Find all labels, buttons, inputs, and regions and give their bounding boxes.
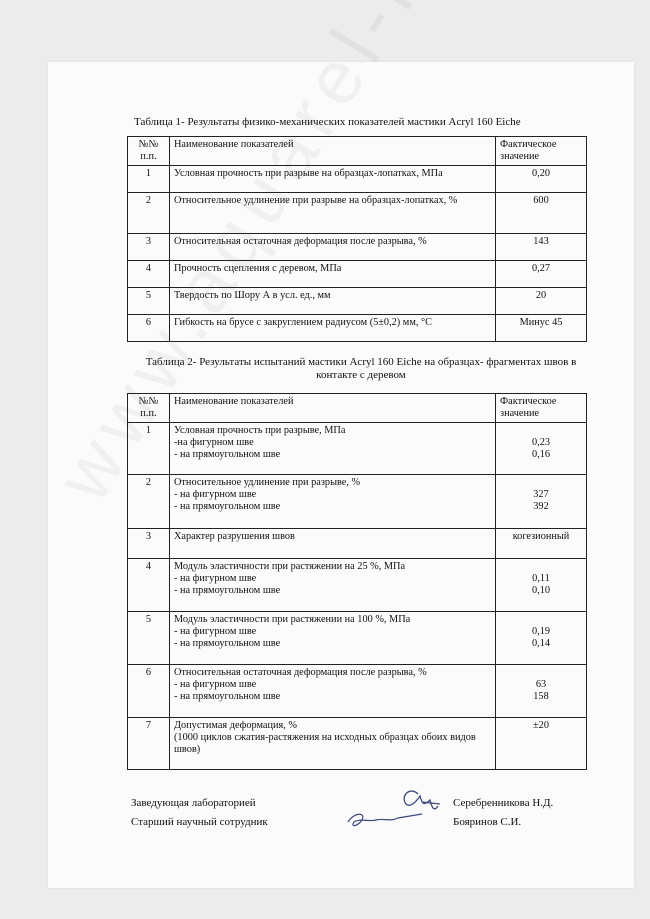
table1-row-name: Прочность сцепления с деревом, МПа: [170, 261, 496, 288]
table2-caption: Таблица 2- Результаты испытаний мастики Acryl 160 Eiche на образцах- фрагментах швов в контакте с деревом: [145, 356, 577, 381]
table2-row-value: 0,10: [531, 585, 551, 596]
table2-row-name: Условная прочность при разрыве, МПа: [174, 425, 346, 436]
table2-row: [128, 665, 587, 718]
table2-row: [128, 559, 587, 612]
table1-header-value: Фактическое значение: [496, 137, 587, 166]
table2-row-value: 327: [533, 489, 549, 500]
table2-row-num: 1: [128, 423, 170, 475]
table1-body: [128, 166, 587, 342]
table2-row-value: 0,23: [531, 437, 551, 448]
table2-row-value-cell: [496, 423, 587, 475]
table1-row: [128, 166, 587, 193]
table2: [127, 393, 587, 770]
signature-name-researcher: Бояринов С.И.: [453, 816, 522, 828]
table2-row: [128, 718, 587, 770]
table1-row-value: 20: [496, 288, 587, 315]
table1-row-name: Относительное удлинение при разрыве на образцах-лопатках, %: [170, 193, 496, 234]
table2-row-num: 4: [128, 559, 170, 612]
table1-row-num: 4: [128, 261, 170, 288]
table1-row: [128, 288, 587, 315]
table2-row-name-cell: [170, 529, 496, 559]
table2-row-value: 0,11: [532, 573, 550, 584]
table2-row-name-cell: [170, 612, 496, 665]
table2-row-value: 158: [533, 691, 549, 702]
table2-row-value: 0,19: [531, 626, 551, 637]
table1-row-num: 3: [128, 234, 170, 261]
table2-body: [128, 423, 587, 770]
table1-row: [128, 261, 587, 288]
table1-row-name: Относительная остаточная деформация после разрыва, %: [170, 234, 496, 261]
signature-name-head: Серебренникова Н.Д.: [453, 797, 554, 809]
table1-header-num: №№ п.п.: [128, 137, 170, 166]
table2-row-name-cell: [170, 718, 496, 770]
table2-row-subitem: - на фигурном шве: [174, 489, 257, 500]
table2-row: [128, 475, 587, 529]
table2-row-num: 2: [128, 475, 170, 529]
table2-row-num: 6: [128, 665, 170, 718]
table2-row-subitem: -на фигурном шве: [174, 437, 254, 448]
table2-row-name-cell: [170, 665, 496, 718]
table1-row-value: 0,20: [496, 166, 587, 193]
table2-row-name: Характер разрушения швов: [174, 531, 295, 542]
table1-row-value: 0,27: [496, 261, 587, 288]
table2-row-value-cell: [496, 529, 587, 559]
table2-row: [128, 612, 587, 665]
table1-row-value: 600: [496, 193, 587, 234]
table2-row: [128, 423, 587, 475]
table1-row-name: Твердость по Шору А в усл. ед., мм: [170, 288, 496, 315]
table2-row-subitem: - на прямоугольном шве: [174, 585, 281, 596]
table1: [127, 136, 587, 342]
table2-row-value: 63: [535, 679, 547, 690]
table2-row-subitem: (1000 циклов сжатия-растяжения на исходных образцах обоих видов швов): [174, 732, 476, 755]
table2-row-value-cell: [496, 665, 587, 718]
table1-row-value: Минус 45: [496, 315, 587, 342]
table2-row-name: Относительное удлинение при разрыве, %: [174, 477, 361, 488]
table1-row-num: 6: [128, 315, 170, 342]
table2-row-value-cell: [496, 718, 587, 770]
table2-row-value-cell: [496, 559, 587, 612]
table2-row-subitem: - на прямоугольном шве: [174, 449, 281, 460]
table1-header-name: Наименование показателей: [170, 137, 496, 166]
table1-caption: Таблица 1- Результаты физико-механических показателей мастики Acryl 160 Eiche: [134, 116, 521, 128]
table2-row-num: 5: [128, 612, 170, 665]
table2-header-name: Наименование показателей: [170, 394, 496, 423]
table2-row-value: когезионный: [512, 531, 570, 542]
table2-row-subitem: - на прямоугольном шве: [174, 638, 281, 649]
table2-header-value: Фактическое значение: [496, 394, 587, 423]
signature-role-head: Заведующая лабораторией: [131, 797, 256, 809]
table2-row-name-cell: [170, 423, 496, 475]
table2-header-num: №№ п.п.: [128, 394, 170, 423]
table1-row-name: Условная прочность при разрыве на образцах-лопатках, МПа: [170, 166, 496, 193]
handwritten-signatures: [340, 782, 455, 838]
table2-row-value-cell: [496, 475, 587, 529]
table2-row-value-cell: [496, 612, 587, 665]
table2-row-subitem: - на фигурном шве: [174, 679, 257, 690]
table2-row-subitem: - на прямоугольном шве: [174, 691, 281, 702]
table1-row: [128, 193, 587, 234]
table2-row-subitem: - на фигурном шве: [174, 573, 257, 584]
table2-row-name: Относительная остаточная деформация после разрыва, %: [174, 667, 427, 678]
table2-row-name: Модуль эластичности при растяжении на 25 %, МПа: [174, 561, 406, 572]
table1-row-num: 2: [128, 193, 170, 234]
table2-row-name: Модуль эластичности при растяжении на 100 %, МПа: [174, 614, 411, 625]
table2-row-name-cell: [170, 559, 496, 612]
table2-row-num: 7: [128, 718, 170, 770]
table2-row-name: Допустимая деформация, %: [174, 720, 297, 731]
table1-row: [128, 315, 587, 342]
table2-row-subitem: - на прямоугольном шве: [174, 501, 281, 512]
table2-row-value: 0,14: [531, 638, 551, 649]
table2-row-subitem: - на фигурном шве: [174, 626, 257, 637]
signature-role-researcher: Старший научный сотрудник: [131, 816, 268, 828]
table2-header-row: [128, 394, 587, 423]
table1-row-num: 5: [128, 288, 170, 315]
table1-row-num: 1: [128, 166, 170, 193]
table1-row: [128, 234, 587, 261]
table2-row: [128, 529, 587, 559]
table2-row-num: 3: [128, 529, 170, 559]
table2-row-name-cell: [170, 475, 496, 529]
table2-row-value: 392: [533, 501, 549, 512]
table1-row-name: Гибкость на брусе с закруглением радиусом (5±0,2) мм, °С: [170, 315, 496, 342]
table1-row-value: 143: [496, 234, 587, 261]
table1-header-row: [128, 137, 587, 166]
table2-row-value: 0,16: [531, 449, 551, 460]
table2-row-value: ±20: [533, 720, 549, 731]
